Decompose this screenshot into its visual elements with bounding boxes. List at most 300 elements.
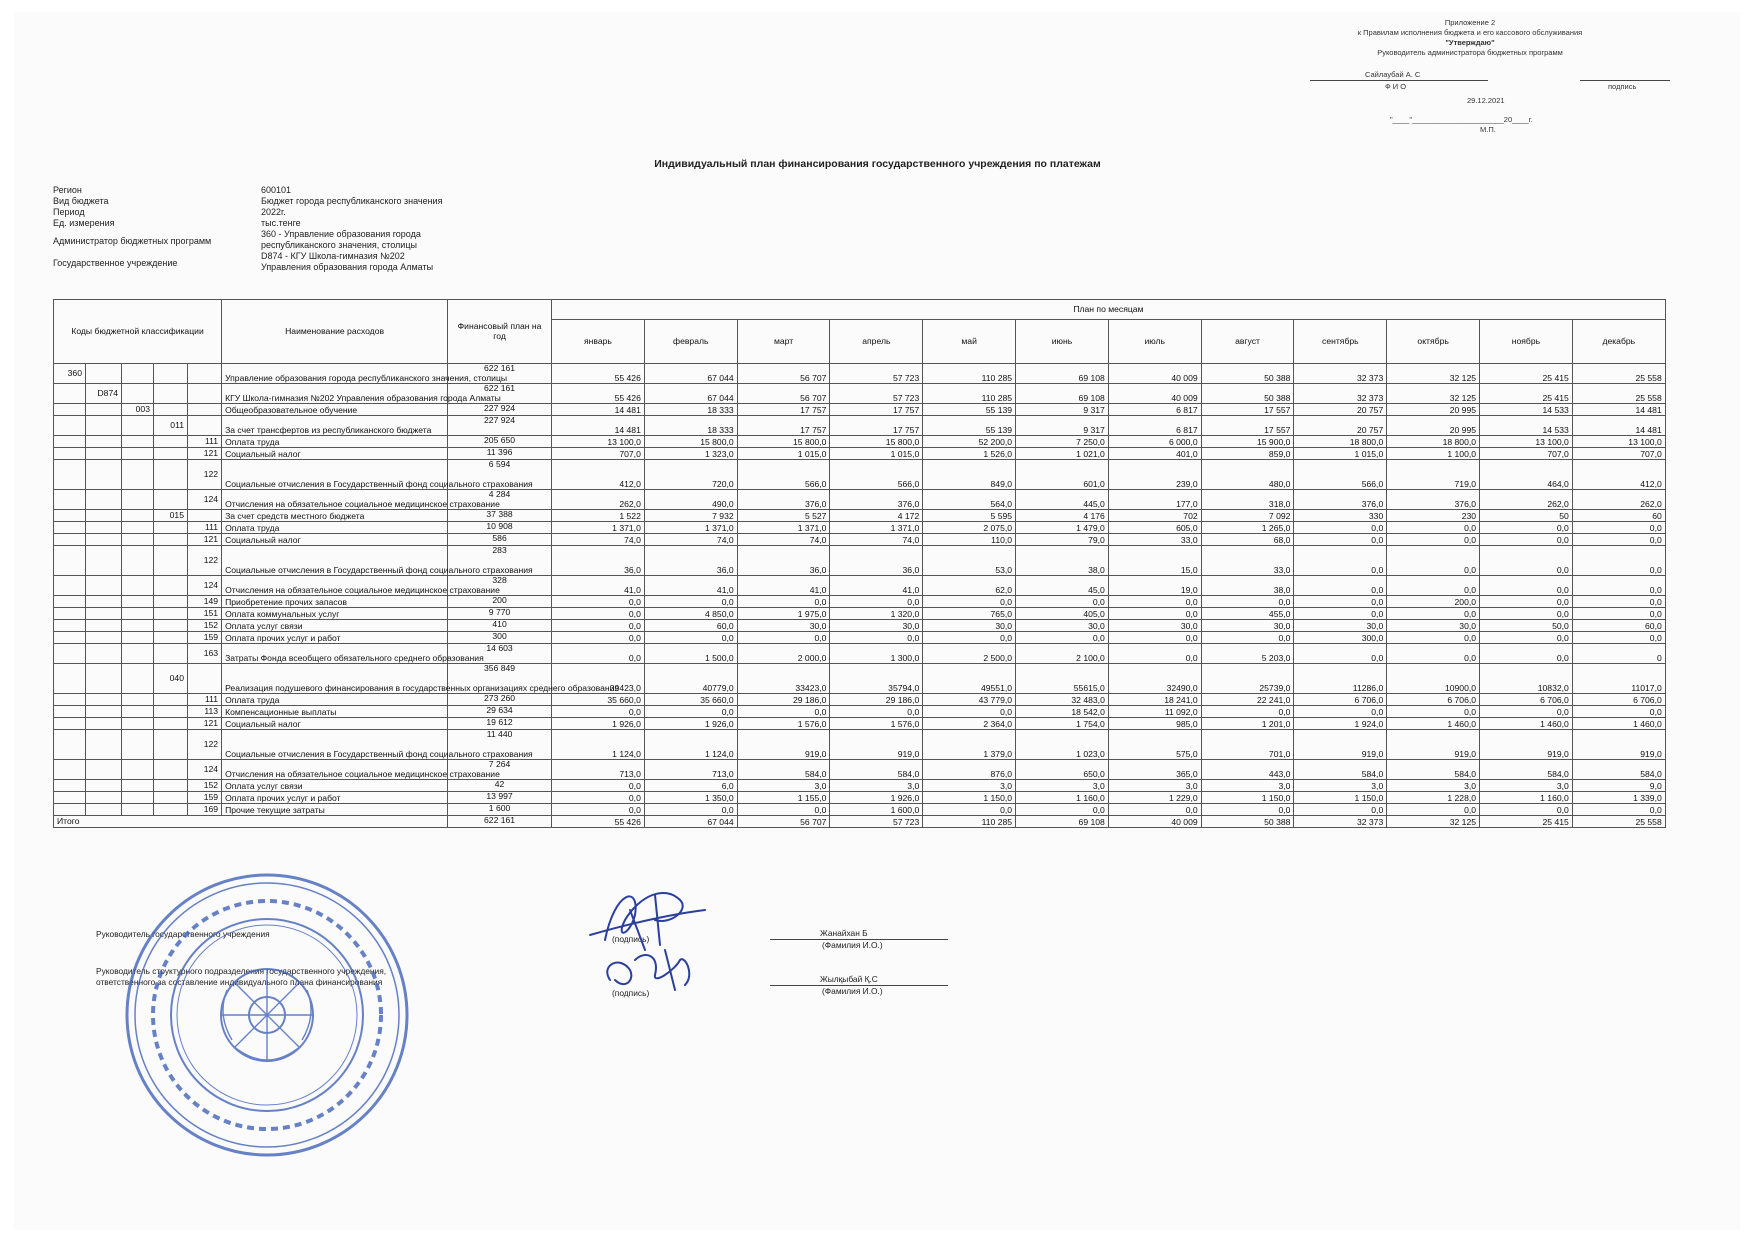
month-value: 584,0 bbox=[1572, 760, 1665, 780]
meta-label: Администратор бюджетных программ bbox=[53, 236, 212, 246]
month-value: 1 522 bbox=[552, 510, 645, 522]
table-row bbox=[54, 490, 1666, 510]
code-cell: 111 bbox=[188, 694, 222, 706]
month-value: 0,0 bbox=[1387, 804, 1480, 816]
month-value: 35794,0 bbox=[830, 664, 923, 694]
month-value: 443,0 bbox=[1201, 760, 1294, 780]
month-value: 0,0 bbox=[1201, 596, 1294, 608]
header-month: август bbox=[1201, 320, 1294, 364]
official-stamp-icon bbox=[122, 870, 412, 1160]
code-cell bbox=[122, 510, 154, 522]
header-month: декабрь bbox=[1572, 320, 1665, 364]
month-value: 0,0 bbox=[737, 632, 830, 644]
month-value: 300,0 bbox=[1294, 632, 1387, 644]
code-cell: 121 bbox=[188, 534, 222, 546]
month-value: 60,0 bbox=[1572, 620, 1665, 632]
month-value: 41,0 bbox=[552, 576, 645, 596]
code-cell bbox=[54, 404, 86, 416]
month-value: 9,0 bbox=[1572, 780, 1665, 792]
total-month: 110 285 bbox=[923, 816, 1016, 828]
month-value: 2 364,0 bbox=[923, 718, 1016, 730]
expense-name: Оплата коммунальных услуг bbox=[222, 608, 448, 620]
expense-name: Социальные отчисления в Государственный фонд социального страхования bbox=[222, 460, 448, 490]
code-cell bbox=[154, 596, 188, 608]
month-value: 262,0 bbox=[1480, 490, 1573, 510]
date-line: "____"______________________20____г. bbox=[1390, 115, 1533, 124]
month-value: 0,0 bbox=[552, 804, 645, 816]
month-value: 0,0 bbox=[1201, 706, 1294, 718]
month-value: 56 707 bbox=[737, 364, 830, 384]
code-cell bbox=[154, 730, 188, 760]
month-value: 36,0 bbox=[830, 546, 923, 576]
month-value: 0,0 bbox=[552, 644, 645, 664]
month-value: 1 754,0 bbox=[1016, 718, 1109, 730]
month-value: 17 757 bbox=[737, 404, 830, 416]
month-value: 6 817 bbox=[1108, 416, 1201, 436]
month-value: 200,0 bbox=[1387, 596, 1480, 608]
code-cell bbox=[86, 436, 122, 448]
month-value: 584,0 bbox=[1294, 760, 1387, 780]
month-value: 701,0 bbox=[1201, 730, 1294, 760]
month-value: 1 150,0 bbox=[923, 792, 1016, 804]
code-cell bbox=[122, 448, 154, 460]
expense-name: Отчисления на обязательное социальное медицинское страхование bbox=[222, 760, 448, 780]
month-value: 564,0 bbox=[923, 490, 1016, 510]
month-value: 584,0 bbox=[737, 760, 830, 780]
code-cell: 111 bbox=[188, 436, 222, 448]
month-value: 40 009 bbox=[1108, 364, 1201, 384]
annual-plan: 622 161 bbox=[448, 384, 552, 404]
header-month: апрель bbox=[830, 320, 923, 364]
code-cell bbox=[122, 534, 154, 546]
code-cell: 121 bbox=[188, 448, 222, 460]
code-cell bbox=[122, 384, 154, 404]
month-value: 15,0 bbox=[1108, 546, 1201, 576]
month-value: 6 817 bbox=[1108, 404, 1201, 416]
month-value: 20 757 bbox=[1294, 416, 1387, 436]
month-value: 15 800,0 bbox=[644, 436, 737, 448]
header-plan: Финансовый план на год bbox=[448, 300, 552, 364]
code-cell bbox=[86, 404, 122, 416]
month-value: 41,0 bbox=[830, 576, 923, 596]
code-cell bbox=[86, 510, 122, 522]
month-value: 0,0 bbox=[552, 792, 645, 804]
code-cell bbox=[54, 804, 86, 816]
table-row bbox=[54, 780, 1666, 792]
code-cell bbox=[122, 792, 154, 804]
month-value: 0,0 bbox=[1016, 632, 1109, 644]
month-value: 25 558 bbox=[1572, 364, 1665, 384]
expense-name: КГУ Школа-гимназия №202 Управления образования города Алматы bbox=[222, 384, 448, 404]
month-value: 56 707 bbox=[737, 384, 830, 404]
code-cell bbox=[86, 780, 122, 792]
month-value: 18 800,0 bbox=[1387, 436, 1480, 448]
month-value: 60 bbox=[1572, 510, 1665, 522]
month-value: 376,0 bbox=[1387, 490, 1480, 510]
table-row bbox=[54, 364, 1666, 384]
code-cell bbox=[154, 706, 188, 718]
code-cell bbox=[154, 404, 188, 416]
month-value: 566,0 bbox=[830, 460, 923, 490]
month-value: 1 371,0 bbox=[644, 522, 737, 534]
month-value: 30,0 bbox=[1201, 620, 1294, 632]
head-label: Руководитель государственного учреждения bbox=[96, 929, 270, 939]
month-value: 0,0 bbox=[552, 620, 645, 632]
month-value: 0,0 bbox=[1294, 706, 1387, 718]
month-value: 33,0 bbox=[1201, 546, 1294, 576]
month-value: 57 723 bbox=[830, 364, 923, 384]
expense-name: Реализация подушевого финансирования в государственных организациях среднего образования bbox=[222, 664, 448, 694]
month-value: 67 044 bbox=[644, 364, 737, 384]
code-cell bbox=[86, 632, 122, 644]
code-cell bbox=[54, 416, 86, 436]
code-cell bbox=[154, 534, 188, 546]
code-cell bbox=[122, 608, 154, 620]
month-value: 1 160,0 bbox=[1480, 792, 1573, 804]
month-value: 707,0 bbox=[1572, 448, 1665, 460]
month-value: 30,0 bbox=[1294, 620, 1387, 632]
expense-name: Приобретение прочих запасов bbox=[222, 596, 448, 608]
code-cell: 163 bbox=[188, 644, 222, 664]
month-value: 20 995 bbox=[1387, 404, 1480, 416]
resp-name-caption: (Фамилия И.О.) bbox=[822, 986, 883, 996]
total-month: 57 723 bbox=[830, 816, 923, 828]
table-row bbox=[54, 404, 1666, 416]
month-value: 14 481 bbox=[552, 404, 645, 416]
approver-role: Руководитель администратора бюджетных программ bbox=[1377, 48, 1563, 57]
month-value: 62,0 bbox=[923, 576, 1016, 596]
table-row bbox=[54, 718, 1666, 730]
month-value: 2 100,0 bbox=[1016, 644, 1109, 664]
code-cell bbox=[86, 448, 122, 460]
month-value: 18 333 bbox=[644, 404, 737, 416]
code-cell bbox=[122, 730, 154, 760]
code-cell bbox=[122, 706, 154, 718]
month-value: 14 481 bbox=[1572, 404, 1665, 416]
month-value: 0,0 bbox=[737, 804, 830, 816]
month-value: 32 373 bbox=[1294, 384, 1387, 404]
header-months-group: План по месяцам bbox=[552, 300, 1666, 320]
header-month: июнь bbox=[1016, 320, 1109, 364]
month-value: 1 124,0 bbox=[552, 730, 645, 760]
month-value: 68,0 bbox=[1201, 534, 1294, 546]
code-cell: 159 bbox=[188, 792, 222, 804]
month-value: 32 125 bbox=[1387, 364, 1480, 384]
month-value: 650,0 bbox=[1016, 760, 1109, 780]
annual-plan: 205 650 bbox=[448, 436, 552, 448]
code-cell bbox=[122, 664, 154, 694]
code-cell bbox=[154, 460, 188, 490]
month-value: 919,0 bbox=[1387, 730, 1480, 760]
code-cell bbox=[54, 632, 86, 644]
annual-plan: 7 264 bbox=[448, 760, 552, 780]
month-value: 7 092 bbox=[1201, 510, 1294, 522]
month-value: 0,0 bbox=[1294, 576, 1387, 596]
month-value: 1 015,0 bbox=[737, 448, 830, 460]
month-value: 985,0 bbox=[1108, 718, 1201, 730]
annual-plan: 328 bbox=[448, 576, 552, 596]
month-value: 1 526,0 bbox=[923, 448, 1016, 460]
code-cell bbox=[154, 364, 188, 384]
meta-label: Государственное учреждение bbox=[53, 258, 178, 268]
month-value: 38,0 bbox=[1201, 576, 1294, 596]
month-value: 1 926,0 bbox=[644, 718, 737, 730]
month-value: 53,0 bbox=[923, 546, 1016, 576]
annual-plan: 4 284 bbox=[448, 490, 552, 510]
month-value: 2 075,0 bbox=[923, 522, 1016, 534]
month-value: 330 bbox=[1294, 510, 1387, 522]
month-value: 74,0 bbox=[830, 534, 923, 546]
month-value: 876,0 bbox=[923, 760, 1016, 780]
month-value: 30,0 bbox=[1016, 620, 1109, 632]
code-cell bbox=[122, 460, 154, 490]
signature-caption: подпись bbox=[1608, 82, 1637, 91]
month-value: 32 373 bbox=[1294, 364, 1387, 384]
month-value: 707,0 bbox=[1480, 448, 1573, 460]
month-value: 17 757 bbox=[830, 416, 923, 436]
month-value: 5 595 bbox=[923, 510, 1016, 522]
meta-label: Ед. измерения bbox=[53, 218, 115, 228]
month-value: 110,0 bbox=[923, 534, 1016, 546]
code-cell bbox=[54, 490, 86, 510]
month-value: 0,0 bbox=[1294, 596, 1387, 608]
expense-name: Социальный налог bbox=[222, 534, 448, 546]
month-value: 41,0 bbox=[737, 576, 830, 596]
month-value: 15 900,0 bbox=[1201, 436, 1294, 448]
month-value: 1 300,0 bbox=[830, 644, 923, 664]
code-cell bbox=[122, 522, 154, 534]
month-value: 30,0 bbox=[923, 620, 1016, 632]
annual-plan: 586 bbox=[448, 534, 552, 546]
code-cell: 360 bbox=[54, 364, 86, 384]
total-month: 32 125 bbox=[1387, 816, 1480, 828]
header-month: май bbox=[923, 320, 1016, 364]
month-value: 0,0 bbox=[1387, 576, 1480, 596]
month-value: 6 706,0 bbox=[1294, 694, 1387, 706]
code-cell bbox=[54, 576, 86, 596]
month-value: 50 388 bbox=[1201, 364, 1294, 384]
code-cell bbox=[54, 760, 86, 780]
code-cell bbox=[122, 760, 154, 780]
month-value: 1 975,0 bbox=[737, 608, 830, 620]
month-value: 7 932 bbox=[644, 510, 737, 522]
code-cell bbox=[154, 448, 188, 460]
month-value: 1 150,0 bbox=[1201, 792, 1294, 804]
code-cell bbox=[188, 384, 222, 404]
code-cell: 040 bbox=[154, 664, 188, 694]
code-cell bbox=[122, 718, 154, 730]
code-cell bbox=[122, 644, 154, 664]
month-value: 1 371,0 bbox=[737, 522, 830, 534]
expense-name: Оплата услуг связи bbox=[222, 620, 448, 632]
month-value: 0,0 bbox=[1201, 632, 1294, 644]
code-cell bbox=[86, 644, 122, 664]
total-label: Итого bbox=[54, 816, 448, 828]
total-month: 55 426 bbox=[552, 816, 645, 828]
head-signature-caption: (подпись) bbox=[612, 934, 650, 944]
month-value: 55 139 bbox=[923, 416, 1016, 436]
month-value: 52 200,0 bbox=[923, 436, 1016, 448]
month-value: 30,0 bbox=[1108, 620, 1201, 632]
month-value: 0,0 bbox=[1108, 608, 1201, 620]
seal-place: М.П. bbox=[1480, 125, 1496, 134]
month-value: 0,0 bbox=[552, 632, 645, 644]
annual-plan: 13 997 bbox=[448, 792, 552, 804]
code-cell bbox=[154, 718, 188, 730]
month-value: 0,0 bbox=[1480, 596, 1573, 608]
month-value: 0 bbox=[1572, 644, 1665, 664]
month-value: 584,0 bbox=[1387, 760, 1480, 780]
header-month: март bbox=[737, 320, 830, 364]
month-value: 13 100,0 bbox=[552, 436, 645, 448]
month-value: 67 044 bbox=[644, 384, 737, 404]
code-cell bbox=[54, 534, 86, 546]
month-value: 0,0 bbox=[644, 596, 737, 608]
month-value: 919,0 bbox=[1294, 730, 1387, 760]
month-value: 376,0 bbox=[830, 490, 923, 510]
month-value: 18 333 bbox=[644, 416, 737, 436]
month-value: 1 924,0 bbox=[1294, 718, 1387, 730]
code-cell: 121 bbox=[188, 718, 222, 730]
code-cell: 124 bbox=[188, 490, 222, 510]
table-row bbox=[54, 460, 1666, 490]
month-value: 0,0 bbox=[1480, 706, 1573, 718]
table-body bbox=[54, 364, 1666, 816]
expense-name: Социальные отчисления в Государственный фонд социального страхования bbox=[222, 546, 448, 576]
total-month: 50 388 bbox=[1201, 816, 1294, 828]
meta-values bbox=[261, 185, 461, 273]
annual-plan: 1 600 bbox=[448, 804, 552, 816]
month-value: 1 323,0 bbox=[644, 448, 737, 460]
month-value: 401,0 bbox=[1108, 448, 1201, 460]
month-value: 376,0 bbox=[1294, 490, 1387, 510]
month-value: 33,0 bbox=[1108, 534, 1201, 546]
month-value: 2 000,0 bbox=[737, 644, 830, 664]
expense-name: За счет трансфертов из республиканского бюджета bbox=[222, 416, 448, 436]
code-cell bbox=[86, 792, 122, 804]
table-row bbox=[54, 596, 1666, 608]
code-cell bbox=[54, 546, 86, 576]
annual-plan: 11 396 bbox=[448, 448, 552, 460]
annual-plan: 29 634 bbox=[448, 706, 552, 718]
month-value: 1 460,0 bbox=[1387, 718, 1480, 730]
month-value: 0,0 bbox=[1387, 534, 1480, 546]
month-value: 35 660,0 bbox=[644, 694, 737, 706]
table-row bbox=[54, 416, 1666, 436]
month-value: 11017,0 bbox=[1572, 664, 1665, 694]
month-value: 713,0 bbox=[552, 760, 645, 780]
code-cell bbox=[122, 620, 154, 632]
table-row bbox=[54, 730, 1666, 760]
code-cell bbox=[54, 706, 86, 718]
code-cell: 159 bbox=[188, 632, 222, 644]
month-value: 0,0 bbox=[1480, 644, 1573, 664]
code-cell bbox=[154, 644, 188, 664]
total-month: 69 108 bbox=[1016, 816, 1109, 828]
month-value: 566,0 bbox=[737, 460, 830, 490]
month-value: 0,0 bbox=[830, 706, 923, 718]
month-value: 1 160,0 bbox=[1016, 792, 1109, 804]
month-value: 365,0 bbox=[1108, 760, 1201, 780]
month-value: 1 015,0 bbox=[830, 448, 923, 460]
code-cell bbox=[154, 436, 188, 448]
code-cell: 169 bbox=[188, 804, 222, 816]
resp-name: Жылқыбай Қ.С bbox=[820, 974, 878, 984]
month-value: 18 800,0 bbox=[1294, 436, 1387, 448]
code-cell bbox=[54, 448, 86, 460]
code-cell bbox=[154, 804, 188, 816]
month-value: 33423,0 bbox=[737, 664, 830, 694]
approve-label: "Утверждаю" bbox=[1445, 38, 1495, 47]
meta-value: 600101 bbox=[261, 185, 292, 195]
annual-plan: 11 440 bbox=[448, 730, 552, 760]
month-value: 20 757 bbox=[1294, 404, 1387, 416]
table-row bbox=[54, 534, 1666, 546]
month-value: 0,0 bbox=[1572, 534, 1665, 546]
annual-plan: 622 161 bbox=[448, 364, 552, 384]
month-value: 405,0 bbox=[1016, 608, 1109, 620]
month-value: 1 926,0 bbox=[552, 718, 645, 730]
table-row bbox=[54, 510, 1666, 522]
month-value: 0,0 bbox=[1480, 522, 1573, 534]
annual-plan: 283 bbox=[448, 546, 552, 576]
header-month: октябрь bbox=[1387, 320, 1480, 364]
code-cell bbox=[86, 576, 122, 596]
annual-plan: 200 bbox=[448, 596, 552, 608]
meta-labels bbox=[53, 185, 253, 269]
month-value: 490,0 bbox=[644, 490, 737, 510]
annual-plan: 300 bbox=[448, 632, 552, 644]
month-value: 32 125 bbox=[1387, 384, 1480, 404]
month-value: 0,0 bbox=[1387, 706, 1480, 718]
month-value: 0,0 bbox=[923, 596, 1016, 608]
month-value: 6 706,0 bbox=[1572, 694, 1665, 706]
code-cell bbox=[86, 664, 122, 694]
month-value: 55 139 bbox=[923, 404, 1016, 416]
approver-signature-line bbox=[1580, 80, 1670, 81]
code-cell bbox=[154, 760, 188, 780]
code-cell bbox=[86, 730, 122, 760]
code-cell: 152 bbox=[188, 620, 222, 632]
code-cell bbox=[86, 694, 122, 706]
month-value: 6,0 bbox=[644, 780, 737, 792]
header-month: сентябрь bbox=[1294, 320, 1387, 364]
month-value: 230 bbox=[1387, 510, 1480, 522]
expense-name: Социальный налог bbox=[222, 718, 448, 730]
code-cell bbox=[54, 718, 86, 730]
table-row bbox=[54, 608, 1666, 620]
month-value: 17 757 bbox=[737, 416, 830, 436]
code-cell: 015 bbox=[154, 510, 188, 522]
month-value: 584,0 bbox=[1480, 760, 1573, 780]
month-value: 20 995 bbox=[1387, 416, 1480, 436]
annual-plan: 9 770 bbox=[448, 608, 552, 620]
month-value: 566,0 bbox=[1294, 460, 1387, 490]
table-row bbox=[54, 546, 1666, 576]
month-value: 1 371,0 bbox=[830, 522, 923, 534]
table-row bbox=[54, 792, 1666, 804]
code-cell bbox=[54, 596, 86, 608]
month-value: 0,0 bbox=[1387, 546, 1480, 576]
month-value: 69 108 bbox=[1016, 364, 1109, 384]
expense-name: Оплата услуг связи bbox=[222, 780, 448, 792]
code-cell bbox=[188, 510, 222, 522]
month-value: 0,0 bbox=[1387, 644, 1480, 664]
code-cell: 124 bbox=[188, 576, 222, 596]
code-cell bbox=[54, 730, 86, 760]
month-value: 0,0 bbox=[1294, 522, 1387, 534]
month-value: 318,0 bbox=[1201, 490, 1294, 510]
